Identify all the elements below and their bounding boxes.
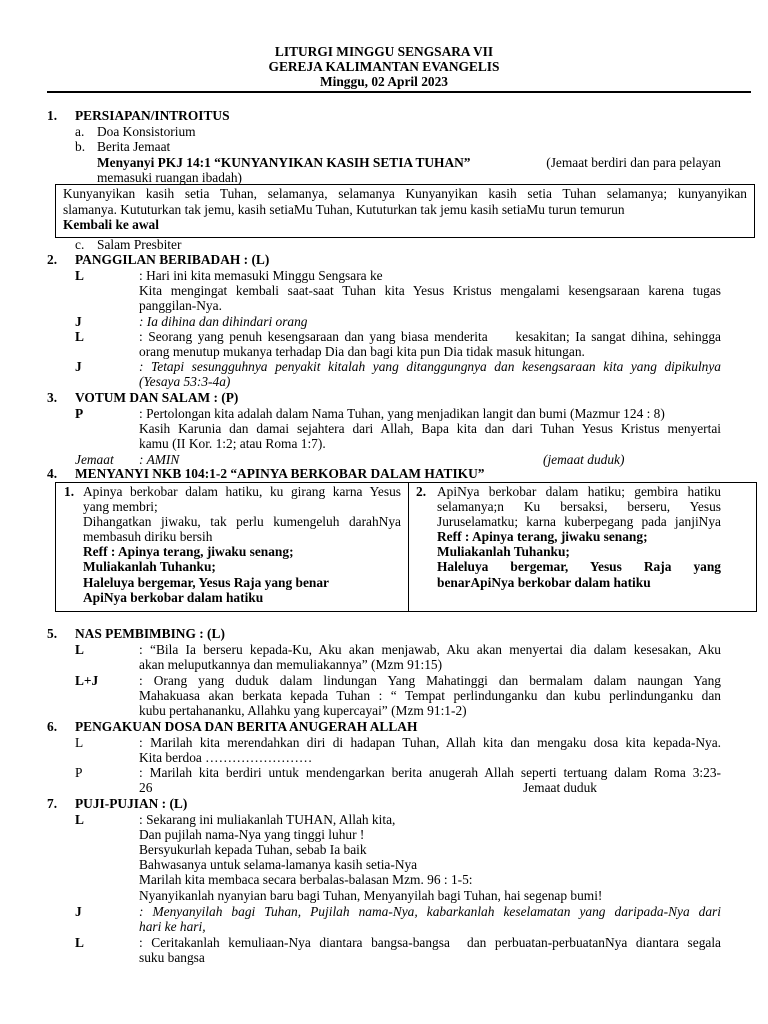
liturgy-text: akan meluputkannya dan memuliakannya” (Mzm 91:15) <box>139 657 443 672</box>
liturgy-text: Bersyukurlah kepada Tuhan, sebab Ia baik <box>139 842 367 857</box>
verse-line: Apinya berkobar dalam hatiku, ku girang karna Yesus <box>83 484 401 499</box>
liturgy-text: Kita mengingat kembali saat-saat Tuhan kita Yesus Kristus mengalami kesengsaraan karena tugas <box>139 283 721 298</box>
church-name: GEREJA KALIMANTAN EVANGELIS <box>268 59 500 74</box>
section-title: NAS PEMBIMBING : (L) <box>75 626 225 641</box>
liturgy-text: : Marilah kita berdiri untuk mendengarkan berita anugerah Allah seperti tertuang dalam Roma 3:23- <box>139 765 721 780</box>
liturgy-text: Nyanyikanlah nyanyian baru bagi Tuhan, Menyanyilah bagi Tuhan, hai segenap bumi! <box>139 888 603 903</box>
lyrics-line: slamanya. Kututurkan tak jemu, kasih setiaMu Tuhan, Kututurkan tak jemu kasih setiaMu turun temurun <box>63 202 625 217</box>
refrain-line: Reff : Apinya terang, jiwaku senang; <box>83 544 294 559</box>
section-title: PERSIAPAN/INTROITUS <box>75 108 230 123</box>
verse-line: yang membri; <box>83 499 158 514</box>
liturgy-text: orang menutup mukanya terhadap Dia dan bagi kita pun Dia tidak masuk hitungan. <box>139 344 585 359</box>
song-announcement <box>97 155 721 170</box>
speaker-role: L+J <box>75 673 99 688</box>
song-table-divider <box>408 482 409 611</box>
liturgy-text: Kasih Karunia dan damai sejahtera dari Allah, Bapa kita dan dari Tuhan Yesus Kristus menyertai <box>139 421 721 436</box>
liturgy-text: : Pertolongan kita adalah dalam Nama Tuhan, yang menjadikan langit dan bumi (Mazmur 124 : 8) <box>139 406 665 421</box>
rubric-note: Jemaat duduk <box>523 780 598 795</box>
rubric-note: (jemaat duduk) <box>543 452 625 467</box>
list-item: Doa Konsistorium <box>97 124 196 139</box>
speaker-role: L <box>75 812 84 827</box>
liturgy-text: Marilah kita membaca secara berbalas-balasan Mzm. 96 : 1-5: <box>139 872 473 887</box>
liturgy-response: : Tetapi sesungguhnya penyakit kitalah yang ditanggungnya dan kesengsaraan kita yang dipikulnya <box>139 359 721 374</box>
lyrics-line: Kunyanyikan kasih setia Tuhan, selamanya, selamanya Kunyanyikan kasih setia Tuhan selamanya; kunyanyikan <box>63 186 747 201</box>
speaker-role: L <box>75 735 84 750</box>
song-instruction: (Jemaat berdiri dan para pelayan <box>546 155 721 170</box>
speaker-role: L <box>75 268 84 283</box>
section-number: 2. <box>47 252 58 267</box>
liturgy-text: : Seorang yang penuh kesengsaraan dan yang biasa menderita kesakitan; Ia sangat dihina, sehingga <box>139 329 721 344</box>
verse-number: 2. <box>416 484 427 499</box>
refrain-line: benarApiNya berkobar dalam hatiku <box>437 575 651 590</box>
liturgy-text: suku bangsa <box>139 950 205 965</box>
liturgy-response: : Menyanyilah bagi Tuhan, Pujilah nama-Nya, kabarkanlah keselamatan yang daripada-Nya dari <box>139 904 721 919</box>
verse-number: 1. <box>64 484 75 499</box>
list-item: Salam Presbiter <box>97 237 182 252</box>
service-date: Minggu, 02 April 2023 <box>320 74 448 89</box>
liturgy-response: : AMIN <box>139 452 180 467</box>
liturgy-text: : Ceritakanlah kemuliaan-Nya diantara bangsa-bangsa dan perbuatan-perbuatanNya diantara segala <box>139 935 721 950</box>
speaker-role: P <box>75 406 84 421</box>
song-instruction-cont: memasuki ruangan ibadah) <box>97 170 243 185</box>
refrain-line: Muliakanlah Tuhanku; <box>437 544 570 559</box>
liturgy-text: kubu pertahananku, Allahku yang kupercayai” (Mzm 91:1-2) <box>139 703 467 718</box>
speaker-role: Jemaat <box>75 452 114 467</box>
liturgy-text: Kita berdoa …………………… <box>139 750 313 765</box>
speaker-role: L <box>75 642 84 657</box>
section-number: 3. <box>47 390 58 405</box>
section-number: 6. <box>47 719 58 734</box>
liturgy-text: kamu (II Kor. 1:2; atau Roma 1:7). <box>139 436 326 451</box>
refrain-line: Haleluya bergemar, Yesus Raja yang <box>437 559 721 574</box>
section-title: MENYANYI NKB 104:1-2 “APINYA BERKOBAR DALAM HATIKU” <box>75 466 485 481</box>
speaker-role: J <box>75 904 82 919</box>
list-marker: b. <box>75 139 86 154</box>
verse-line: membasuh diriku bersih <box>83 529 213 544</box>
speaker-role: L <box>75 935 84 950</box>
refrain-line: ApiNya berkobar dalam hatiku <box>83 590 264 605</box>
speaker-role: J <box>75 314 82 329</box>
liturgy-response: (Yesaya 53:3-4a) <box>139 374 231 389</box>
section-number: 1. <box>47 108 58 123</box>
refrain-line: Muliakanlah Tuhanku; <box>83 559 216 574</box>
liturgy-text: panggilan-Nya. <box>139 298 222 313</box>
list-marker: a. <box>75 124 85 139</box>
liturgy-text: 26 <box>139 780 153 795</box>
section-title: PANGGILAN BERIBADAH : (L) <box>75 252 270 267</box>
section-number: 4. <box>47 466 58 481</box>
header-rule <box>47 91 751 93</box>
liturgy-text: : Orang yang duduk dalam lindungan Yang Mahatinggi dan bermalam dalam naungan Yang <box>139 673 721 688</box>
speaker-role: P <box>75 765 83 780</box>
section-number: 7. <box>47 796 58 811</box>
lyrics-instruction: Kembali ke awal <box>63 217 159 232</box>
speaker-role: J <box>75 359 82 374</box>
list-marker: c. <box>75 237 85 252</box>
section-title: VOTUM DAN SALAM : (P) <box>75 390 239 405</box>
section-number: 5. <box>47 626 58 641</box>
section-title: PUJI-PUJIAN : (L) <box>75 796 188 811</box>
liturgy-title: LITURGI MINGGU SENGSARA VII <box>274 44 494 59</box>
song-title: Menyanyi PKJ 14:1 “KUNYANYIKAN KASIH SETIA TUHAN” <box>97 155 471 170</box>
liturgy-text: : Hari ini kita memasuki Minggu Sengsara ke <box>139 268 383 283</box>
liturgy-response: : Ia dihina dan dihindari orang <box>139 314 308 329</box>
liturgy-text: : Sekarang ini muliakanlah TUHAN, Allah kita, <box>139 812 396 827</box>
list-item: Berita Jemaat <box>97 139 171 154</box>
section-title: PENGAKUAN DOSA DAN BERITA ANUGERAH ALLAH <box>75 719 418 734</box>
liturgy-text: : “Bila Ia berseru kepada-Ku, Aku akan menjawab, Aku akan menyertai dia dalam kesesakan, Aku <box>139 642 721 657</box>
verse-line: selamanya;n Ku bersaksi, berseru, Yesus <box>437 499 721 514</box>
refrain-line: Reff : Apinya terang, jiwaku senang; <box>437 529 648 544</box>
speaker-role: L <box>75 329 84 344</box>
refrain-line: Haleluya bergemar, Yesus Raja yang benar <box>83 575 329 590</box>
liturgy-text: Dan pujilah nama-Nya yang tinggi luhur ! <box>139 827 365 842</box>
liturgy-response: hari ke hari, <box>139 919 206 934</box>
liturgy-text: Mahakuasa akan berkata kepada Tuhan : “ Tempat perlindunganku dan kubu perlindunganku dan <box>139 688 721 703</box>
verse-line: Dihangatkan jiwaku, tak perlu kumengeluh darahNya <box>83 514 401 529</box>
verse-line: Juruselamatku; karna kuberpegang pada janjiNya <box>437 514 721 529</box>
verse-line: ApiNya berkobar dalam hatiku; gembira hatiku <box>437 484 721 499</box>
liturgy-text: : Marilah kita merendahkan diri di hadapan Tuhan, Allah kita dan mengaku dosa kita kepada-Nya. <box>139 735 721 750</box>
liturgy-text: Bahwasanya untuk selama-lamanya kasih setia-Nya <box>139 857 418 872</box>
